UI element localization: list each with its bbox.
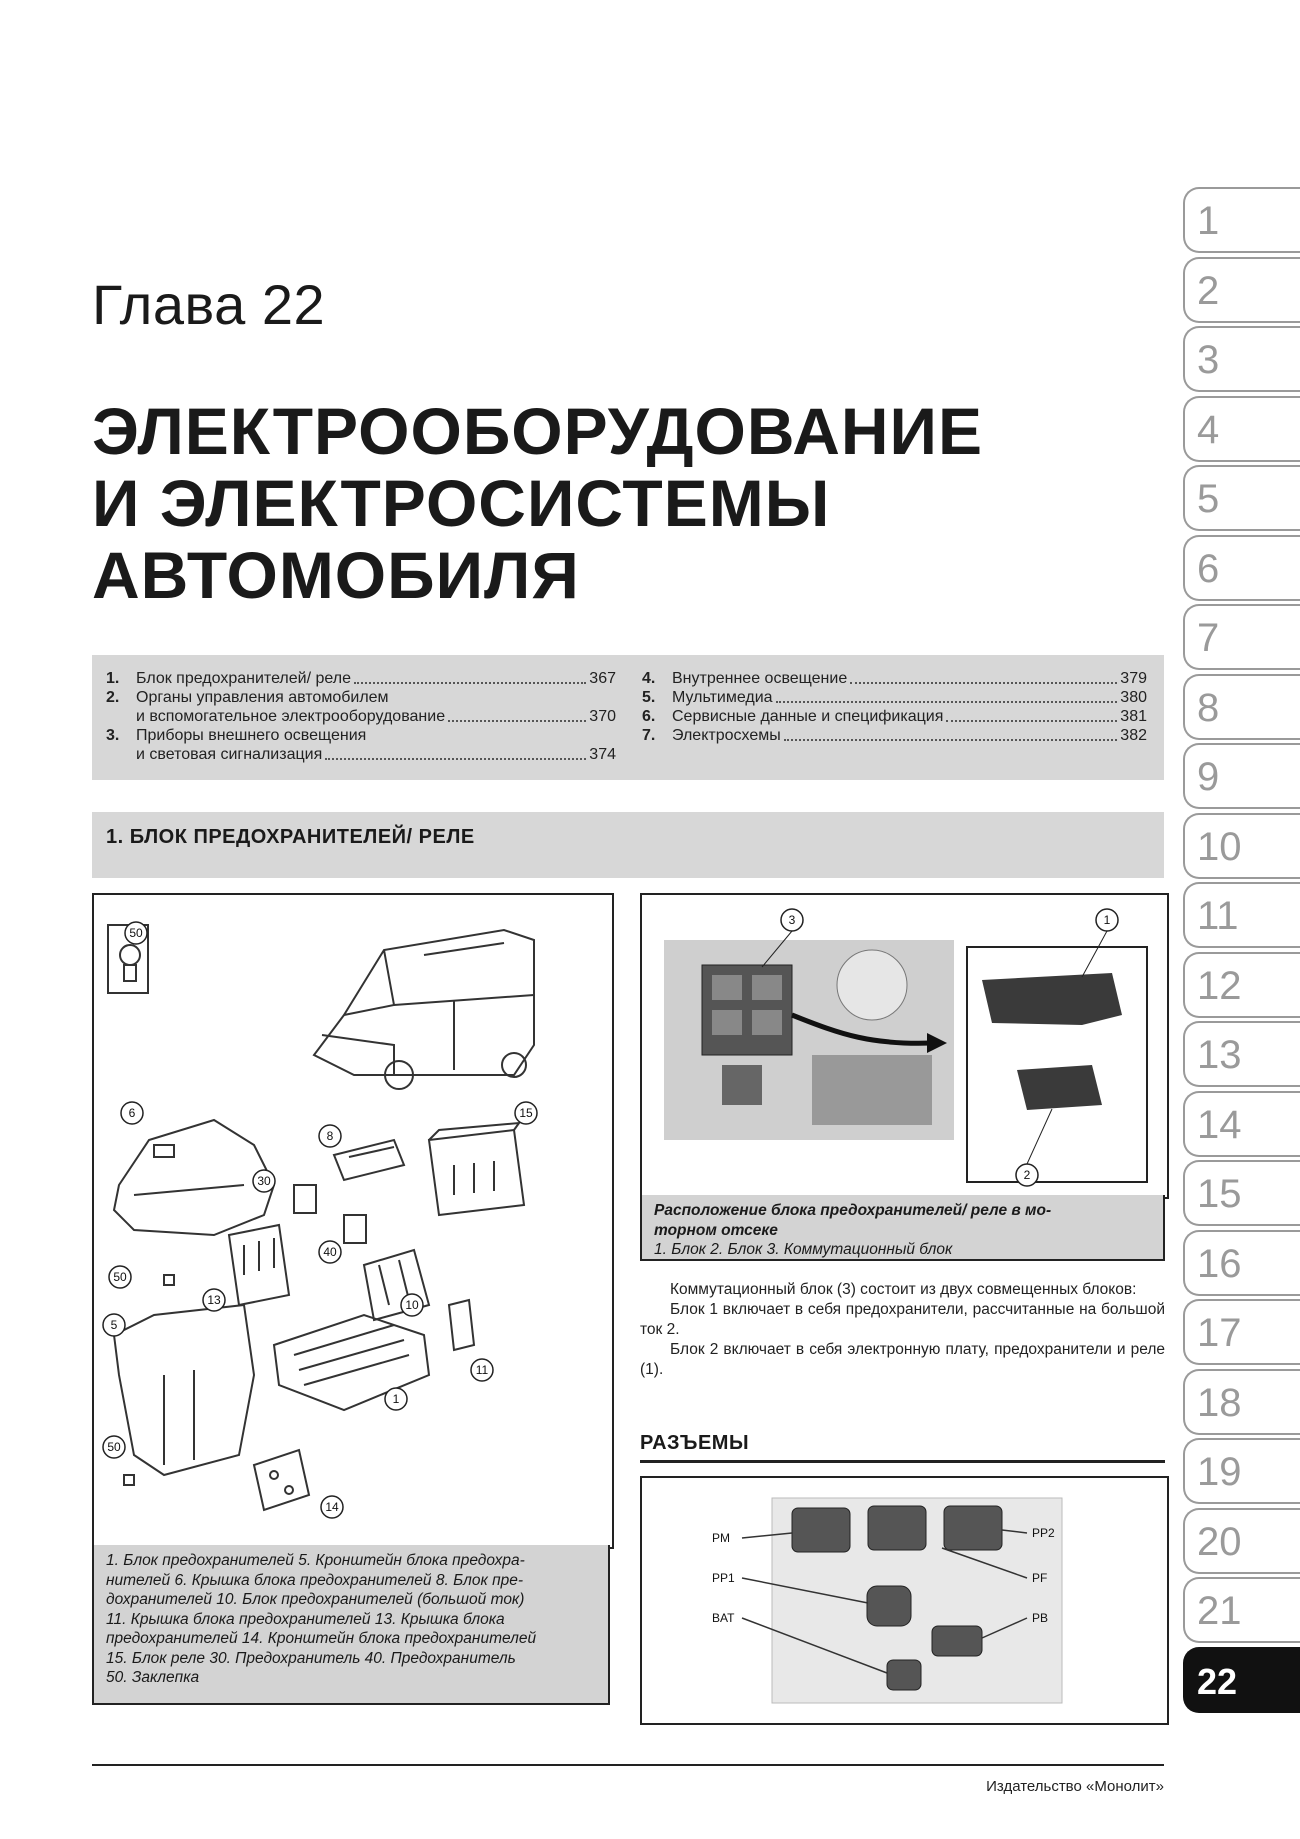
contents-item-continuation[interactable]: и световая сигнализация 374 [136,746,616,763]
connector-label: PF [1032,1571,1048,1585]
chapter-tab-14[interactable] [1183,1091,1300,1157]
callout-label: 2 [1023,1168,1031,1182]
callout-label: 8 [326,1129,334,1143]
chapter-tab-3[interactable] [1183,326,1300,392]
chapter-number: Глава 22 [92,273,326,336]
callout-label: 15 [519,1106,533,1120]
contents-item[interactable]: 2. Органы управления автомобилем [106,689,389,706]
chapter-tab-label: 15 [1197,1172,1242,1216]
contents-page: 374 [589,746,616,763]
contents-item[interactable]: 5. Мультимедиа 380 [642,689,1147,706]
connector-label: PB [1032,1611,1049,1625]
chapter-tab-12[interactable] [1183,952,1300,1018]
callout-label: 1 [392,1392,400,1406]
heading-rule [640,1460,1165,1463]
chapter-tab-label: 1 [1197,199,1220,243]
chapter-tab-8[interactable] [1183,674,1300,740]
contents-page: 367 [589,670,616,687]
chapter-tab-9[interactable] [1183,743,1300,809]
callout-label: 6 [128,1106,136,1120]
chapter-tab-7[interactable] [1183,604,1300,670]
chapter-tab-label: 7 [1197,616,1220,660]
contents-page: 380 [1120,689,1147,706]
chapter-tab-15[interactable] [1183,1160,1300,1226]
connectors-heading: РАЗЪЕМЫ [640,1432,750,1454]
contents-page: 382 [1120,727,1147,744]
chapter-title [92,395,983,611]
contents-page: 379 [1120,670,1147,687]
chapter-tab-21[interactable] [1183,1577,1300,1643]
callout-label: 11 [475,1363,489,1377]
connector-label: PM [712,1531,730,1545]
chapter-tab-label: 12 [1197,963,1242,1008]
contents-item-continuation[interactable]: и вспомогательное электрооборудование 370 [136,708,616,725]
connector-label: BAT [712,1611,735,1625]
chapter-tab-label: 10 [1197,824,1242,869]
chapter-tab-label: 17 [1197,1311,1242,1355]
chapter-tab-label: 22 [1197,1660,1238,1702]
chapter-tab-label: 9 [1197,755,1220,799]
callout-label: 50 [129,926,143,940]
contents-page: 370 [589,708,616,725]
chapter-tab-label: 14 [1197,1102,1242,1147]
chapter-tab-5[interactable] [1183,465,1300,531]
footer-rule [92,1764,1164,1766]
section-title: 1. БЛОК ПРЕДОХРАНИТЕЛЕЙ/ РЕЛЕ [106,826,475,848]
chapter-tab-11[interactable] [1183,882,1300,948]
chapter-tab-label: 16 [1197,1241,1242,1286]
chapter-tab-2[interactable] [1183,257,1300,323]
callout-label: 40 [323,1245,337,1259]
contents-column-right [642,669,1147,745]
chapter-tab-label: 3 [1197,338,1220,382]
chapter-tab-13[interactable] [1183,1021,1300,1087]
chapter-tab-16[interactable] [1183,1230,1300,1296]
chapter-tab-label: 4 [1197,407,1220,452]
contents-column-left [106,669,616,764]
paragraph: Блок 2 включает в себя электронную плату, предохранители и реле (1). [640,1341,1165,1378]
connectors-illustration [642,1478,1167,1723]
chapter-tab-22[interactable] [1183,1647,1300,1713]
contents-item[interactable]: 7. Электросхемы 382 [642,727,1147,744]
contents-item[interactable]: 6. Сервисные данные и спецификация 381 [642,708,1147,725]
body-text [640,1280,1165,1380]
chapter-contents [92,655,1164,780]
figure-left-caption: 1. Блок предохранителей 5. Кронштейн блока предохра- нителей 6. Крышка блока предохранителей 8. Блок пре- дохранителей 10. Блок предохранителей (большой ток) 11. Крышка блока предохранителей 13. Крышка блока предохранителей 14. Кронштейн блока предохранителей 15. Блок реле 30. Предохранитель 40. Предохранитель 50. Заклепка [92,1545,610,1705]
chapter-tab-label: 19 [1197,1450,1242,1494]
chapter-tab-label: 20 [1197,1519,1242,1564]
contents-item[interactable]: 3. Приборы внешнего освещения [106,727,367,744]
chapter-tab-19[interactable] [1183,1438,1300,1504]
connector-label: PP1 [712,1571,735,1585]
callout-label: 30 [257,1174,271,1188]
callout-label: 3 [788,913,796,927]
chapter-title-line-2: И ЭЛЕКТРОСИСТЕМЫ [92,466,831,540]
chapter-tab-18[interactable] [1183,1369,1300,1435]
callout-label: 1 [1103,913,1111,927]
callout-label: 50 [107,1440,121,1454]
section-header [92,812,1164,878]
chapter-tab-label: 8 [1197,685,1220,730]
chapter-tab-label: 13 [1197,1033,1242,1077]
callout-label: 13 [207,1293,221,1307]
contents-item[interactable]: 4. Внутреннее освещение 379 [642,670,1147,687]
callout-label: 50 [113,1270,127,1284]
engine-bay-illustration [642,895,1167,1197]
chapter-tab-17[interactable] [1183,1299,1300,1365]
connector-label: PP2 [1032,1526,1055,1540]
paragraph: Блок 1 включает в себя предохранители, рассчитанные на большой ток 2. [640,1301,1165,1338]
chapter-tab-10[interactable] [1183,813,1300,879]
chapter-tab-label: 21 [1197,1589,1242,1633]
connectors-figure [640,1476,1169,1725]
chapter-title-line-1: ЭЛЕКТРООБОРУДОВАНИЕ [92,394,983,468]
callout-label: 5 [110,1318,118,1332]
contents-page: 381 [1120,708,1147,725]
callout-label: 14 [325,1500,339,1514]
exploded-view-illustration [94,895,612,1547]
chapter-tab-label: 11 [1197,894,1239,938]
publisher-name: Издательство «Монолит» [986,1778,1164,1795]
paragraph: Коммутационный блок (3) состоит из двух совмещенных блоков: [670,1281,1137,1298]
chapter-tab-1[interactable] [1183,187,1300,253]
chapter-tab-label: 2 [1197,268,1220,313]
chapter-title-line-3: АВТОМОБИЛЯ [92,538,580,612]
fuse-box-exploded-figure [92,893,614,1549]
chapter-tab-label: 5 [1197,477,1220,521]
chapter-tab-label: 18 [1197,1380,1242,1425]
callout-label: 10 [405,1298,419,1312]
chapter-tab-4[interactable] [1183,396,1300,462]
chapter-tab-6[interactable] [1183,535,1300,601]
chapter-tab-label: 6 [1197,546,1220,591]
contents-item[interactable]: 1. Блок предохранителей/ реле 367 [106,670,616,687]
engine-bay-location-figure [640,893,1169,1199]
figure-right-caption: Расположение блока предохранителей/ реле в мо- торном отсеке 1. Блок 2. Блок 3. Коммутационный блок [640,1195,1165,1261]
chapter-tab-20[interactable] [1183,1508,1300,1574]
